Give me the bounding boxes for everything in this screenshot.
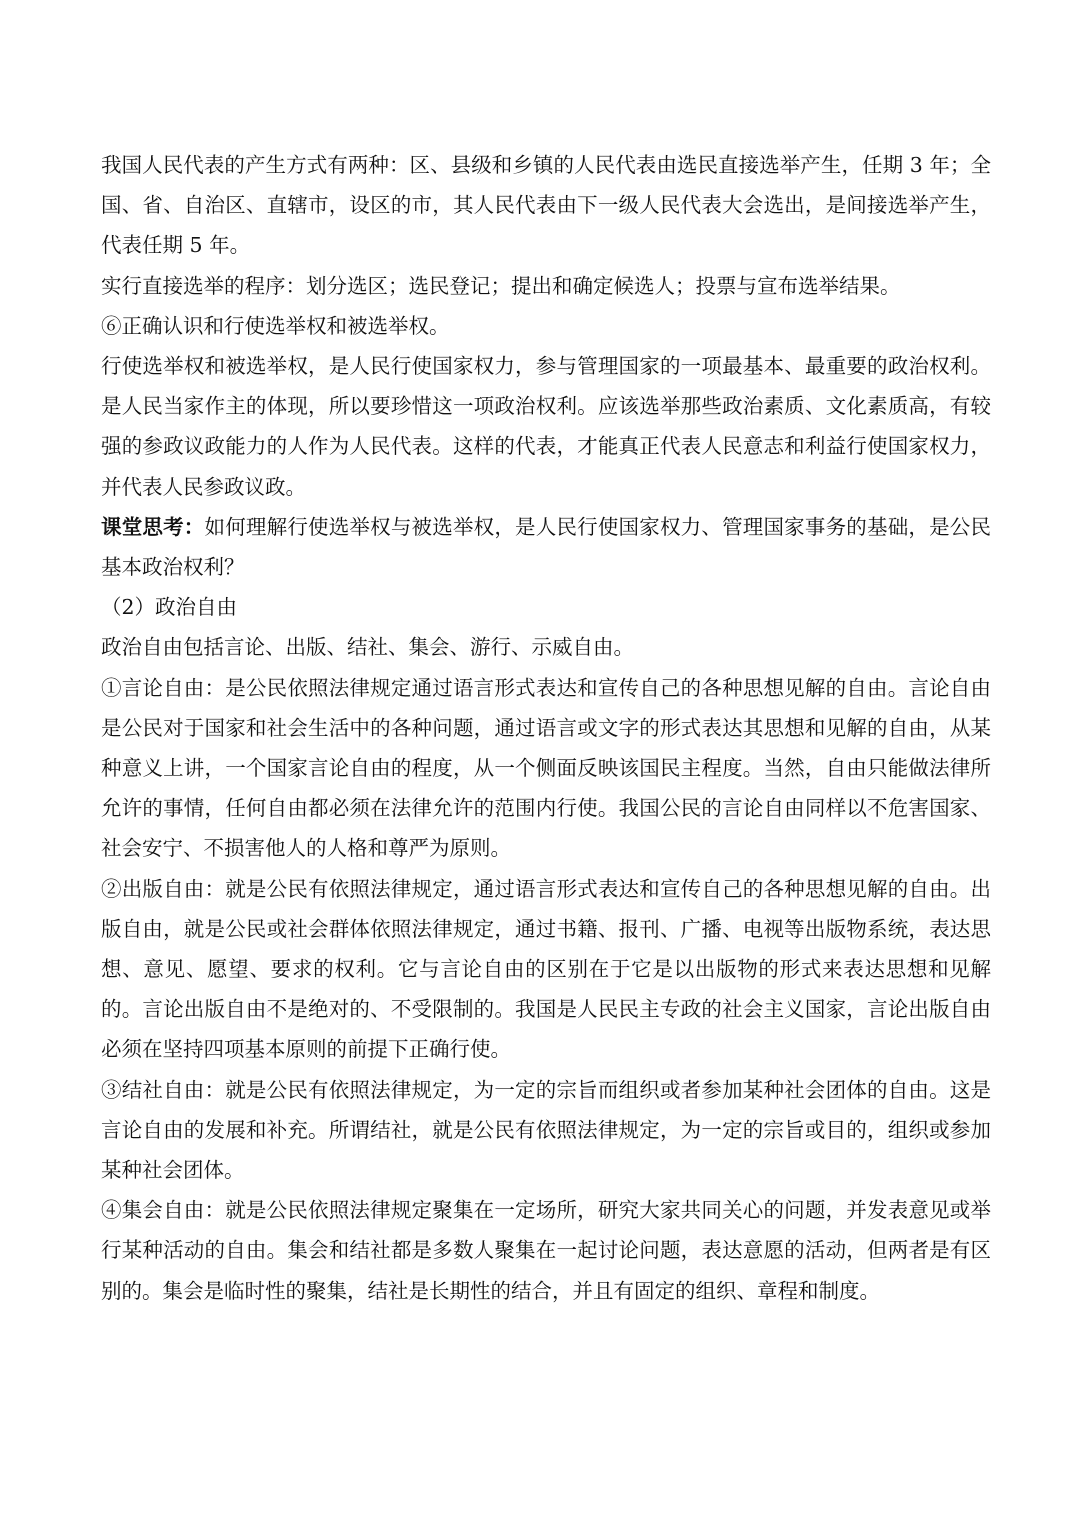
paragraph-voting-rights-explanation: 行使选举权和被选举权，是人民行使国家权力，参与管理国家的一项最基本、最重要的政治权利。是人民当家作主的体现，所以要珍惜这一项政治权利。应该选举那些政治素质、文化素质高，有较强的参政议政能力的人作为人民代表。这样的代表，才能真正代表人民意志和利益行使国家权力，并代表人民参政议政。: [101, 354, 991, 499]
section-heading-political-freedom: （2）政治自由: [101, 595, 238, 620]
classroom-thinking-question: 如何理解行使选举权与被选举权，是人民行使国家权力、管理国家事务的基础，是公民基本政治权利？: [101, 514, 992, 580]
paragraph-representative-election-methods: 我国人民代表的产生方式有两种：区、县级和乡镇的人民代表由选民直接选举产生，任期 3 年；全国、省、自治区、直辖市，设区的市，其人民代表由下一级人民代表大会选出，是间接选举产生，代表任期 5 年。: [101, 153, 991, 258]
paragraph-freedom-of-press: ②出版自由：就是公民有依照法律规定，通过语言形式表达和宣传自己的各种思想见解的自由。出版自由，就是公民或社会群体依照法律规定，通过书籍、报刊、广播、电视等出版物系统，表达思想、意见、愿望、要求的权利。它与言论自由的区别在于它是以出版物的形式来表达思想和见解的。言论出版自由不是绝对的、不受限制的。我国是人民民主专政的社会主义国家，言论出版自由必须在坚持四项基本原则的前提下正确行使。: [101, 876, 991, 1062]
document-body: [101, 145, 991, 1311]
paragraph-classroom-thinking: [101, 507, 991, 587]
classroom-thinking-label: 课堂思考：: [101, 514, 205, 539]
paragraph-political-freedom-scope: 政治自由包括言论、出版、结社、集会、游行、示威自由。: [101, 635, 634, 660]
paragraph-freedom-of-assembly: ④集会自由：就是公民依照法律规定聚集在一定场所，研究大家共同关心的问题，并发表意见或举行某种活动的自由。集会和结社都是多数人聚集在一起讨论问题，表达意愿的活动，但两者是有区别的。集会是临时性的聚集，结社是长期性的结合，并且有固定的组织、章程和制度。: [101, 1198, 991, 1303]
paragraph-direct-election-procedure: 实行直接选举的程序：划分选区；选民登记；提出和确定候选人；投票与宣布选举结果。: [101, 273, 901, 298]
paragraph-heading-voting-rights: ⑥正确认识和行使选举权和被选举权。: [101, 313, 450, 338]
paragraph-freedom-of-association: ③结社自由：就是公民有依照法律规定，为一定的宗旨而组织或者参加某种社会团体的自由。这是言论自由的发展和补充。所谓结社，就是公民有依照法律规定，为一定的宗旨或目的，组织或参加某种社会团体。: [101, 1077, 991, 1183]
paragraph-freedom-of-speech: ①言论自由：是公民依照法律规定通过语言形式表达和宣传自己的各种思想见解的自由。言论自由是公民对于国家和社会生活中的各种问题，通过语言或文字的形式表达其思想和见解的自由，从某种意义上讲，一个国家言论自由的程度，从一个侧面反映该国民主程度。当然，自由只能做法律所允许的事情，任何自由都必须在法律允许的范围内行使。我国公民的言论自由同样以不危害国家、社会安宁、不损害他人的人格和尊严为原则。: [101, 675, 991, 861]
